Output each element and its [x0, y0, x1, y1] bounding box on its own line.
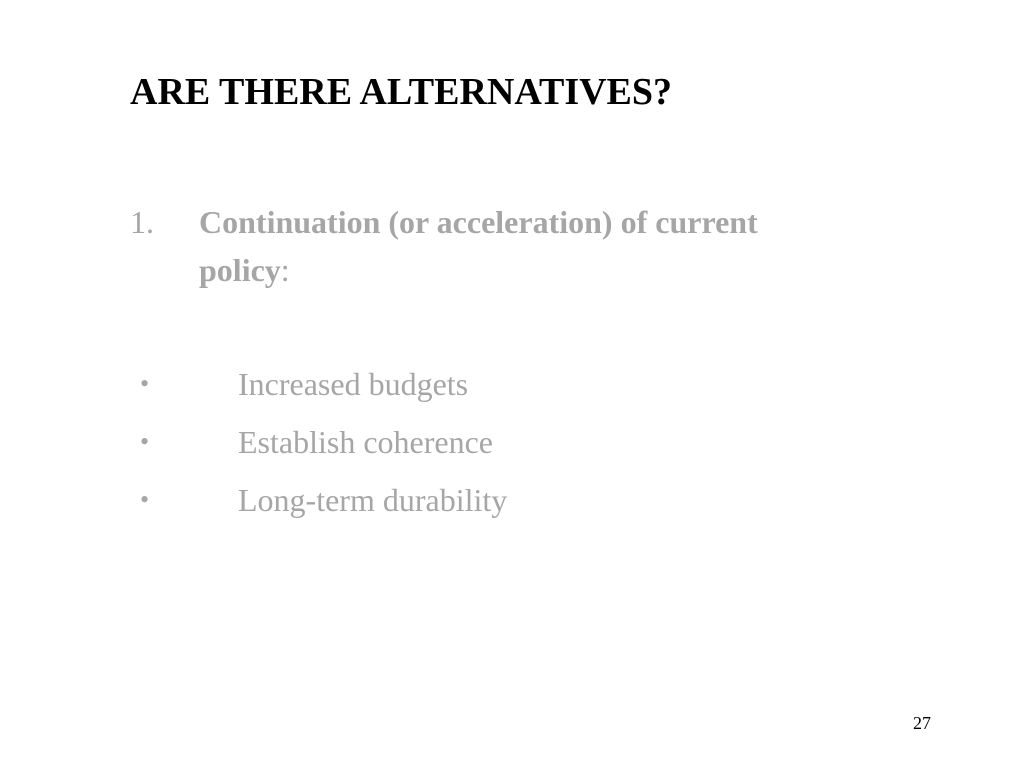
bullet-label: Long-term durability: [238, 482, 508, 518]
bullet-label: Increased budgets: [238, 366, 469, 402]
bullet-icon: •: [140, 369, 150, 398]
item-text: [199, 198, 799, 294]
bullet-icon: •: [140, 427, 150, 456]
bullet-icon: •: [140, 485, 150, 514]
page-number: 27: [913, 713, 931, 733]
slide-title: ARE THERE ALTERNATIVES?: [130, 71, 673, 113]
item-bold-text: Continuation (or acceleration) of current policy: [199, 204, 758, 288]
item-suffix: :: [280, 252, 290, 288]
bullet-label: Establish coherence: [238, 424, 493, 460]
item-number: 1.: [130, 204, 154, 240]
